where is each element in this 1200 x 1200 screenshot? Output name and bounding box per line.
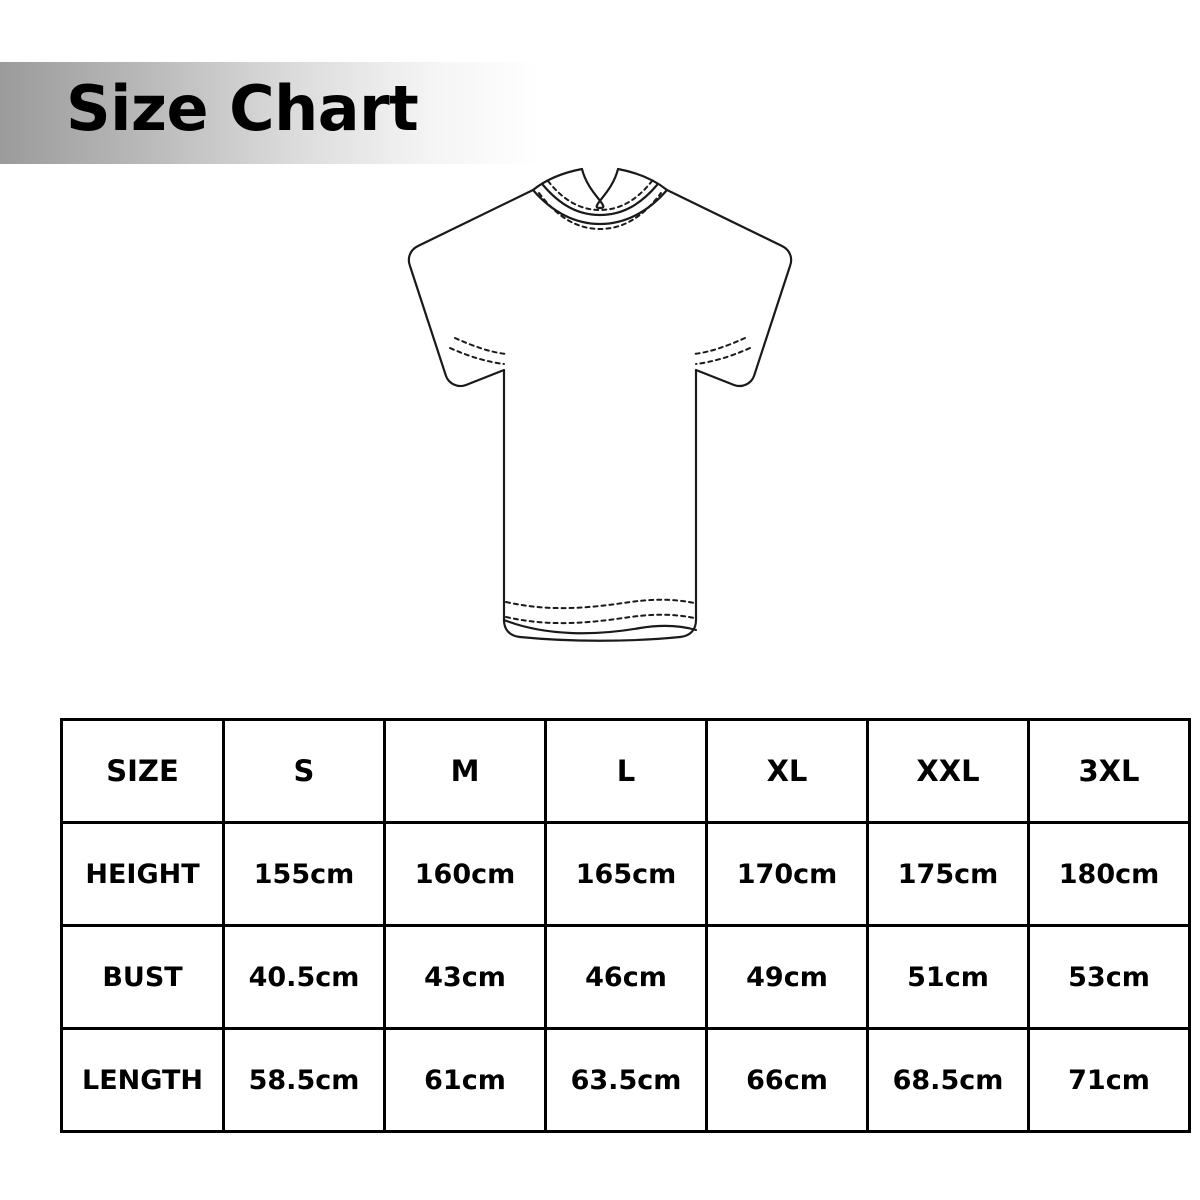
- cell-length-xl: 66cm: [707, 1029, 868, 1132]
- cell-bust-m: 43cm: [385, 926, 546, 1029]
- cell-height-xl: 170cm: [707, 823, 868, 926]
- row-label-bust: BUST: [62, 926, 224, 1029]
- page-title: Size Chart: [66, 72, 419, 145]
- cell-length-3xl: 71cm: [1029, 1029, 1190, 1132]
- column-header-s: S: [224, 720, 385, 823]
- cell-height-3xl: 180cm: [1029, 823, 1190, 926]
- row-label-length: LENGTH: [62, 1029, 224, 1132]
- row-label-height: HEIGHT: [62, 823, 224, 926]
- cell-length-s: 58.5cm: [224, 1029, 385, 1132]
- cell-height-m: 160cm: [385, 823, 546, 926]
- t-shirt-illustration: [330, 150, 870, 690]
- table-row: [62, 926, 1190, 1029]
- column-header-xl: XL: [707, 720, 868, 823]
- cell-bust-l: 46cm: [546, 926, 707, 1029]
- table-row: [62, 823, 1190, 926]
- cell-height-s: 155cm: [224, 823, 385, 926]
- cell-bust-xl: 49cm: [707, 926, 868, 1029]
- column-header-size: SIZE: [62, 720, 224, 823]
- column-header-l: L: [546, 720, 707, 823]
- cell-length-xxl: 68.5cm: [868, 1029, 1029, 1132]
- column-header-3xl: 3XL: [1029, 720, 1190, 823]
- table-row-header: [62, 720, 1190, 823]
- cell-height-xxl: 175cm: [868, 823, 1029, 926]
- size-chart-table: [60, 718, 1191, 1133]
- table-row: [62, 1029, 1190, 1132]
- cell-bust-3xl: 53cm: [1029, 926, 1190, 1029]
- cell-height-l: 165cm: [546, 823, 707, 926]
- cell-length-l: 63.5cm: [546, 1029, 707, 1132]
- cell-length-m: 61cm: [385, 1029, 546, 1132]
- column-header-xxl: XXL: [868, 720, 1029, 823]
- cell-bust-s: 40.5cm: [224, 926, 385, 1029]
- column-header-m: M: [385, 720, 546, 823]
- cell-bust-xxl: 51cm: [868, 926, 1029, 1029]
